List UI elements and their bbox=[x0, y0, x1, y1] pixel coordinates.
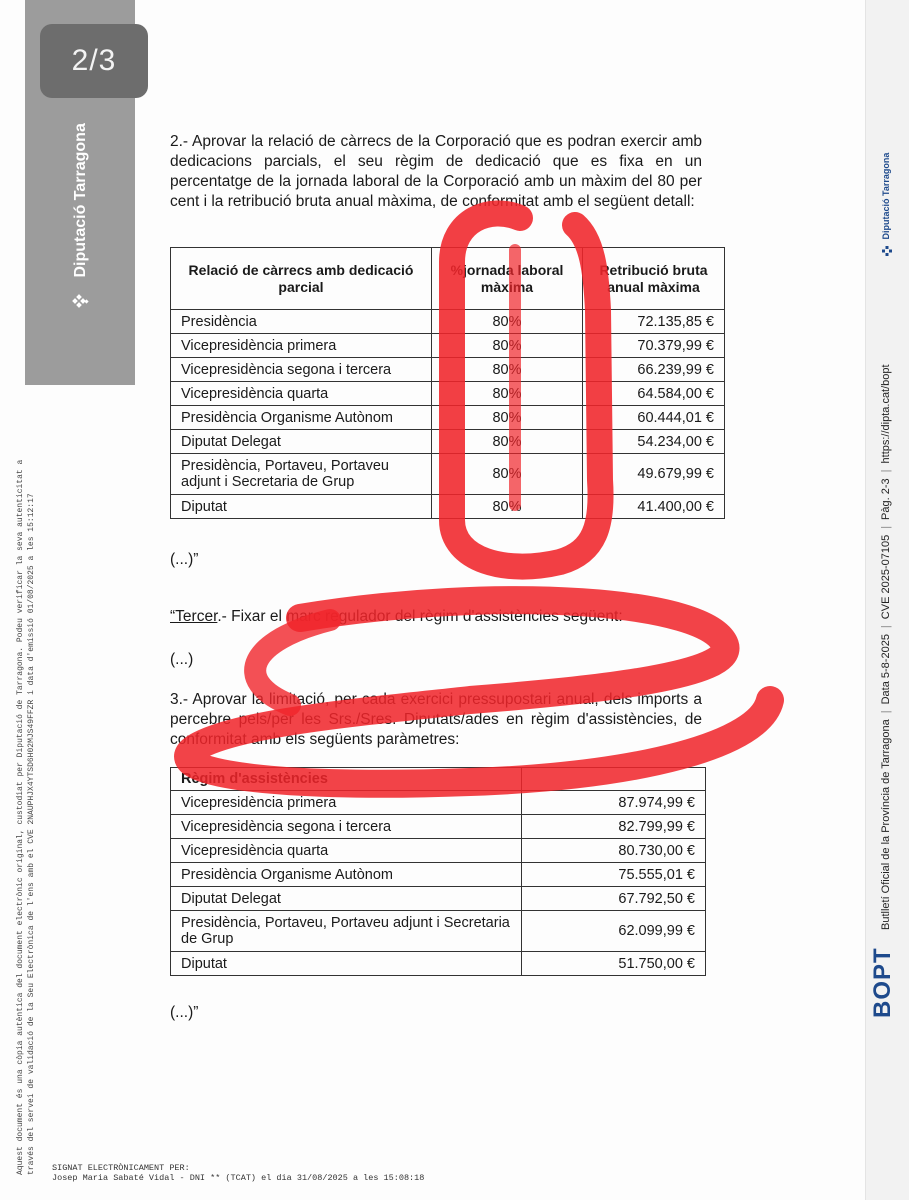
role-cell: Presidència bbox=[171, 310, 432, 334]
role-cell: Vicepresidència quarta bbox=[171, 382, 432, 406]
amount-cell: 51.750,00 € bbox=[522, 952, 706, 976]
role-cell: Presidència Organisme Autònom bbox=[171, 863, 522, 887]
role-cell: Presidència Organisme Autònom bbox=[171, 406, 432, 430]
bulletin-title: Butlletí Oficial de la Província de Tarragona bbox=[880, 719, 892, 930]
pct-cell: 80% bbox=[432, 310, 583, 334]
bopt-logo: BOPT bbox=[869, 947, 896, 1018]
role-cell: Vicepresidència segona i tercera bbox=[171, 815, 522, 839]
intro-paragraph: 2.- Aprovar la relació de càrrecs de la Corporació que es podran exercir amb dedicacions parcials, el seu règim de dedicació que es fixa en un percentatge de la jornada laboral de la Corporació amb un màxim del 80 per cent i la retribució bruta anual màxima, de conformitat amb el següent detall: bbox=[170, 133, 702, 210]
amount-cell: 75.555,01 € bbox=[522, 863, 706, 887]
role-cell: Vicepresidència segona i tercera bbox=[171, 358, 432, 382]
bulletin-date: Data 5-8-2025 bbox=[880, 634, 892, 705]
table-row bbox=[171, 887, 706, 911]
table-row bbox=[171, 382, 725, 406]
table-header-row bbox=[171, 248, 725, 310]
ellipsis-quote-1: (...)” bbox=[170, 551, 199, 568]
table-row bbox=[171, 863, 706, 887]
pct-cell: 80% bbox=[432, 454, 583, 495]
role-cell: Vicepresidència primera bbox=[171, 334, 432, 358]
amount-cell: 41.400,00 € bbox=[583, 495, 725, 519]
bulletin-cve: CVE 2025-07105 bbox=[880, 534, 892, 620]
pct-cell: 80% bbox=[432, 430, 583, 454]
partial-dedication-table bbox=[170, 247, 725, 519]
table-row bbox=[171, 454, 725, 495]
role-cell: Presidència, Portaveu, Portaveu adjunt i Secretaria de Grup bbox=[171, 454, 432, 495]
pct-cell: 80% bbox=[432, 358, 583, 382]
table-row bbox=[171, 310, 725, 334]
column-header-role: Relació de càrrecs amb dedicació parcial bbox=[171, 248, 432, 310]
third-text: .- Fixar el marc regulador del règim d'assistències següent: bbox=[217, 608, 623, 625]
role-cell: Presidència, Portaveu, Portaveu adjunt i Secretaria de Grup bbox=[171, 911, 522, 952]
amount-cell: 60.444,01 € bbox=[583, 406, 725, 430]
electronic-signature bbox=[52, 1163, 424, 1183]
role-cell: Diputat bbox=[171, 952, 522, 976]
authenticity-note-line-1: Aquest document és una còpia autèntica del document electrònic original, custodiat per Diputació de Tarragona. Podeu verificar la seva autenticitat a bbox=[16, 459, 25, 1175]
table-row bbox=[171, 952, 706, 976]
role-cell: Vicepresidència primera bbox=[171, 791, 522, 815]
table-row bbox=[171, 358, 725, 382]
amount-cell: 72.135,85 € bbox=[583, 310, 725, 334]
bulletin-info: Butlletí Oficial de la Província de Tarragona|Data 5-8-2025|CVE 2025-07105|Pàg. 2-3|https://dipta.cat/bopt bbox=[880, 364, 892, 930]
pct-cell: 80% bbox=[432, 406, 583, 430]
role-cell: Diputat Delegat bbox=[171, 430, 432, 454]
table-row bbox=[171, 791, 706, 815]
right-brand bbox=[880, 153, 892, 256]
column-header-regime: Règim d'assistències bbox=[171, 768, 522, 791]
amount-cell: 67.792,50 € bbox=[522, 887, 706, 911]
left-brand bbox=[68, 70, 94, 310]
amount-cell: 49.679,99 € bbox=[583, 454, 725, 495]
table-row bbox=[171, 406, 725, 430]
role-cell: Diputat Delegat bbox=[171, 887, 522, 911]
table-row bbox=[171, 430, 725, 454]
signature-label: SIGNAT ELECTRÒNICAMENT PER: bbox=[52, 1163, 190, 1173]
role-cell: Vicepresidència quarta bbox=[171, 839, 522, 863]
limit-paragraph: 3.- Aprovar la limitació, per cada exercici pressupostari anual, dels imports a percebre pels/per les Srs./Sres. Diputats/ades en règim d'assistències, de conformitat amb els següents paràmetres: bbox=[170, 691, 702, 748]
column-header-pct: %jornada laboral màxima bbox=[432, 248, 583, 310]
authenticity-note-line-2: través del servei de validació de la Seu Electrònica de l'ens amb el CVE 2NAUPHJX4YTSD6H02MJS49FFZR i data d'emissió 01/08/2025 a les 15:12:17 bbox=[27, 493, 36, 1175]
amount-cell: 70.379,99 € bbox=[583, 334, 725, 358]
amount-cell: 87.974,99 € bbox=[522, 791, 706, 815]
attendance-regime-table bbox=[170, 767, 706, 976]
bulletin-url[interactable]: https://dipta.cat/bopt bbox=[880, 364, 892, 464]
pct-cell: 80% bbox=[432, 334, 583, 358]
amount-cell: 80.730,00 € bbox=[522, 839, 706, 863]
amount-cell: 64.584,00 € bbox=[583, 382, 725, 406]
table-row bbox=[171, 815, 706, 839]
bulletin-page: Pàg. 2-3 bbox=[880, 478, 892, 520]
diputacio-small-logo-icon bbox=[882, 246, 892, 256]
amount-cell: 62.099,99 € bbox=[522, 911, 706, 952]
ellipsis-quote-3: (...)” bbox=[170, 1004, 199, 1021]
third-heading bbox=[170, 608, 623, 626]
left-brand-text: Diputació Tarragona bbox=[72, 123, 89, 278]
pct-cell: 80% bbox=[432, 495, 583, 519]
column-header-amount: Retribució bruta anual màxima bbox=[583, 248, 725, 310]
right-brand-text: Diputació Tarragona bbox=[881, 152, 891, 240]
table-row bbox=[171, 495, 725, 519]
diputacio-logo-icon bbox=[72, 292, 90, 310]
amount-cell: 66.239,99 € bbox=[583, 358, 725, 382]
pct-cell: 80% bbox=[432, 382, 583, 406]
table-header-row bbox=[171, 768, 706, 791]
table-row bbox=[171, 911, 706, 952]
role-cell: Diputat bbox=[171, 495, 432, 519]
third-label: “Tercer bbox=[170, 608, 218, 625]
column-header-empty bbox=[522, 768, 706, 791]
amount-cell: 82.799,99 € bbox=[522, 815, 706, 839]
amount-cell: 54.234,00 € bbox=[583, 430, 725, 454]
signature-signer: Josep Maria Sabaté Vidal - DNI ** (TCAT) el dia 31/08/2025 a les 15:08:18 bbox=[52, 1173, 425, 1183]
table-row bbox=[171, 334, 725, 358]
ellipsis-quote-2: (...) bbox=[170, 651, 194, 668]
table-row bbox=[171, 839, 706, 863]
page-indicator-badge: 2/3 bbox=[40, 24, 148, 98]
